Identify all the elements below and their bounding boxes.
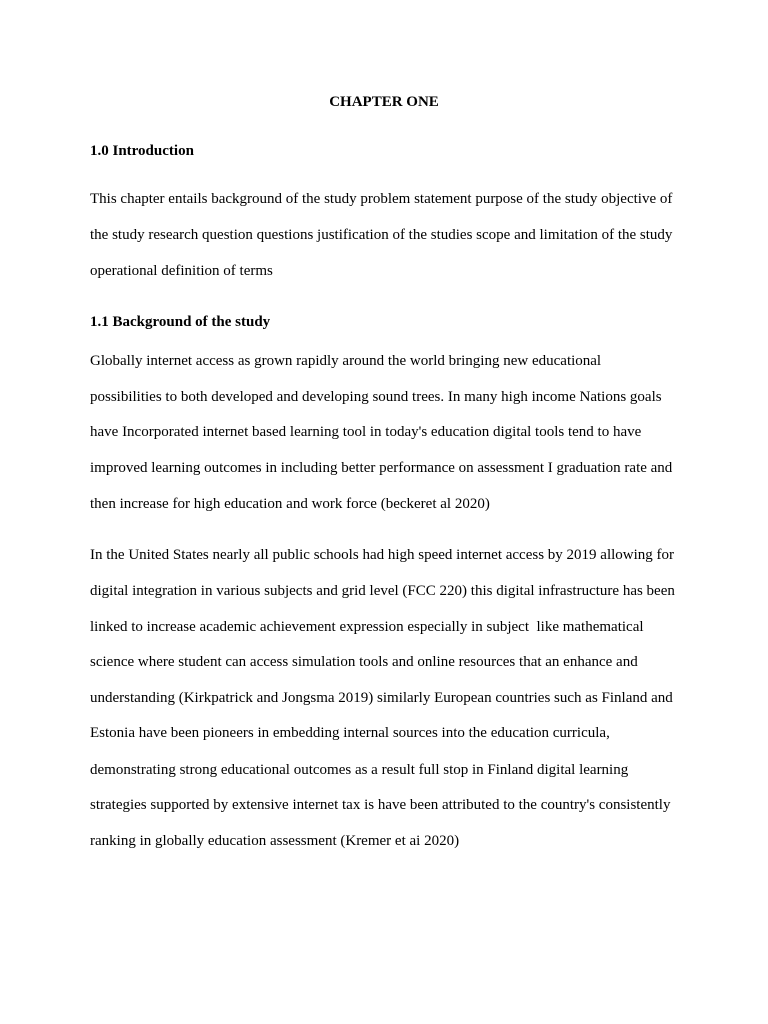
paragraph-line: understanding (Kirkpatrick and Jongsma 2019) similarly European countries such as Finland and xyxy=(90,690,673,706)
paragraph-line: operational definition of terms xyxy=(90,263,273,279)
paragraph-line: ranking in globally education assessment (Kremer et ai 2020) xyxy=(90,833,460,849)
paragraph-line: possibilities to both developed and developing sound trees. In many high income Nations goals xyxy=(90,389,662,405)
paragraph-line: This chapter entails background of the study problem statement purpose of the study objective of xyxy=(90,191,673,207)
section-heading-introduction: 1.0 Introduction xyxy=(90,143,194,159)
paragraph-line: Globally internet access as grown rapidly around the world bringing new educational xyxy=(90,353,602,369)
paragraph-line: then increase for high education and work force (beckeret al 2020) xyxy=(90,496,490,512)
paragraph-line: improved learning outcomes in including better performance on assessment I graduation rate and xyxy=(90,460,673,476)
paragraph-line: linked to increase academic achievement expression especially in subject like mathematical xyxy=(90,619,644,635)
paragraph-line: strategies supported by extensive internet tax is have been attributed to the country's consistently xyxy=(90,797,671,813)
paragraph-line: Estonia have been pioneers in embedding internal sources into the education curricula, xyxy=(90,725,610,741)
paragraph-line: digital integration in various subjects and grid level (FCC 220) this digital infrastructure has been xyxy=(90,583,675,599)
section-heading-background: 1.1 Background of the study xyxy=(90,314,271,330)
paragraph-line: In the United States nearly all public schools had high speed internet access by 2019 allowing for xyxy=(90,547,675,563)
paragraph-line: demonstrating strong educational outcomes as a result full stop in Finland digital learning xyxy=(90,762,629,778)
paragraph-line: science where student can access simulation tools and online resources that an enhance and xyxy=(90,654,638,670)
paragraph-line: the study research question questions justification of the studies scope and limitation of the study xyxy=(90,227,673,243)
paragraph-line: have Incorporated internet based learning tool in today's education digital tools tend to have xyxy=(90,424,642,440)
chapter-title: CHAPTER ONE xyxy=(329,94,439,110)
